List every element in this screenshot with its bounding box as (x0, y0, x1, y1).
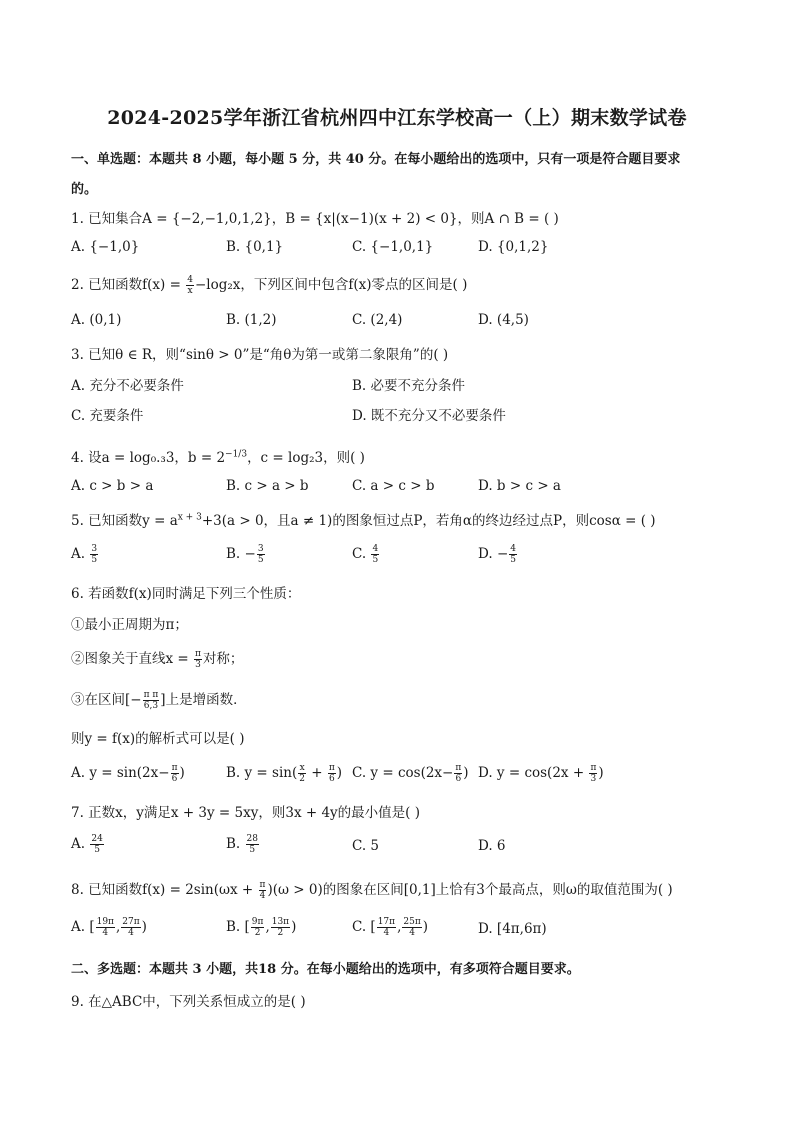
q8-a-frac2 (121, 917, 140, 938)
q4-exponent: −1/3 (225, 449, 248, 460)
q8-option-b: B. [ $\frac{9\pi}{2}$ , $\frac{13\pi}{2}$ ) (226, 917, 297, 938)
q6-a-pre: A. y = sin(2x− (71, 765, 170, 781)
q7-option-d: D. 6 (478, 838, 506, 854)
q5-d-frac (509, 544, 517, 565)
q5-c-frac (371, 544, 379, 565)
q3-option-b: B. 必要不充分条件 (352, 378, 466, 394)
q4-text-post: ，c = log₂3，则( ) (247, 450, 365, 466)
question-7: 7. 正数x，y满足x + 3y = 5xy，则3x + 4y的最小值是( ) (71, 805, 420, 821)
q7-a-num: 24 (91, 834, 103, 844)
q2-option-d: D. (4,5) (478, 312, 529, 328)
q8-text-post: )(ω > 0)的图象在区间[0,1]上恰有3个最高点，则ω的取值范围为( ) (267, 882, 673, 898)
q2-frac-den: x (187, 286, 193, 296)
q6-b-mid: + (306, 765, 327, 781)
q5-a-label: A. (71, 546, 90, 562)
q8-b-den1: 2 (254, 928, 261, 938)
q5-a-frac (90, 544, 98, 565)
q2-option-b: B. (1,2) (226, 312, 277, 328)
q1-option-d: D. {0,1,2} (478, 239, 549, 255)
q5-exponent: x + 3 (177, 512, 202, 523)
question-3: 3. 已知θ ∈ R，则“sinθ > 0”是“角θ为第一或第二象限角”的( ) (71, 347, 449, 363)
q7-b-frac (246, 834, 259, 855)
q2-frac-num: 4 (187, 275, 193, 285)
q8-b-num2: 13π (271, 917, 290, 927)
question-6: 6. 若函数f(x)同时满足下列三个性质： (71, 586, 301, 602)
q5-option-a (71, 544, 99, 565)
q4-option-d: D. b > c > a (478, 478, 561, 494)
q6-p3-pre: ③在区间[− (71, 692, 142, 708)
q2-text-pre: 2. 已知函数f(x) = (71, 277, 186, 293)
q6-a-post: ) (179, 765, 185, 781)
q6-p2-pre: ②图象关于直线x = (71, 651, 194, 667)
question-2 (71, 273, 467, 296)
q6-p2-frac (194, 649, 202, 670)
q6-ask: 则y = f(x)的解析式可以是( ) (71, 731, 245, 747)
q8-c-label: C. [ (352, 919, 376, 935)
q6-a-frac (171, 763, 179, 784)
q5-option-b (226, 544, 266, 565)
q7-a-frac (90, 834, 103, 855)
q6-b-num2: π (328, 763, 335, 773)
question-1: 1. 已知集合A = {−2,−1,0,1,2}，B = {x|(x−1)(x + 2) < 0}，则A ∩ B = ( ) (71, 211, 559, 227)
q8-c-num2: 25π (403, 917, 421, 927)
q8-c-den2: 4 (409, 928, 415, 938)
q5-c-den: 5 (372, 555, 379, 565)
q6-b-frac2 (328, 763, 336, 784)
q6-d-frac (589, 763, 597, 784)
q8-den: 4 (259, 891, 266, 901)
q6-p3-den: 6,3 (143, 701, 159, 711)
q8-option-c: C. [ $\frac{17\pi}{4}$ , $\frac{25\pi}{4}$ ) (352, 917, 429, 938)
q6-b-pre: B. y = sin( (226, 765, 298, 781)
q8-num: π (259, 880, 266, 890)
q8-a-den1: 4 (102, 928, 109, 938)
q8-b-close: ) (291, 919, 297, 935)
q5-a-num: 3 (91, 544, 98, 554)
q5-a-den: 5 (91, 555, 98, 565)
q8-a-num1: 19π (96, 917, 114, 927)
q8-a-den2: 4 (128, 928, 134, 938)
q6-c-pre: C. y = cos(2x− (352, 765, 454, 781)
q6-property-3 (71, 688, 247, 711)
q6-b-num1: x (299, 763, 305, 773)
exam-title: 2024-2025学年浙江省杭州四中江东学校高一（上）期末数学试卷 (107, 107, 687, 129)
q5-c-label: C. (352, 546, 371, 562)
q8-option-a: A. [ $\frac{19\pi}{4}$ , $\frac{27\pi}{4}$ ) (71, 917, 147, 938)
q6-option-c (352, 763, 469, 784)
q6-a-num: π (171, 763, 178, 773)
q5-option-c (352, 544, 380, 565)
question-9: 9. 在△ABC中，下列关系恒成立的是( ) (71, 994, 306, 1010)
q6-c-num: π (455, 763, 462, 773)
q7-b-num: 28 (246, 834, 258, 844)
q4-option-a: A. c > b > a (71, 478, 154, 494)
q7-a-den: 5 (94, 845, 100, 855)
q5-text-pre: 5. 已知函数y = a (71, 513, 178, 529)
q8-b-frac2 (271, 917, 290, 938)
q8-a-num2: 27π (122, 917, 140, 927)
q6-b-post: ) (336, 765, 343, 781)
q8-b-den2: 2 (277, 928, 284, 938)
q7-option-c: C. 5 (352, 838, 380, 854)
q2-text-post: −log₂x，下列区间中包含f(x)零点的区间是( ) (194, 277, 468, 293)
q5-d-num: 4 (510, 544, 516, 554)
q5-b-label: B. (226, 546, 245, 562)
q8-c-frac1 (377, 917, 396, 938)
q8-c-den1: 4 (383, 928, 390, 938)
section2-heading: 二、多选题：本题共 3 小题，共18 分。在每小题给出的选项中，有多项符合题目要求。 (71, 962, 580, 977)
q7-option-b (226, 834, 260, 855)
q6-option-d (478, 763, 604, 784)
q3-option-c: C. 充要条件 (71, 408, 144, 424)
q6-option-a (71, 763, 185, 784)
q1-option-c: C. {−1,0,1} (352, 239, 434, 255)
q4-text-pre: 4. 设a = log₀.₃3，b = 2 (71, 450, 226, 466)
q6-d-den: 3 (590, 774, 597, 784)
q8-a-close: ) (141, 919, 147, 935)
q7-option-a (71, 834, 105, 855)
q3-option-d: D. 既不充分又不必要条件 (352, 408, 506, 424)
q8-a-frac1 (96, 917, 115, 938)
q6-option-b (226, 763, 342, 784)
q3-option-a: A. 充分不必要条件 (71, 378, 184, 394)
q6-d-num: π (590, 763, 597, 773)
q5-b-den: 5 (257, 555, 264, 565)
q8-b-label: B. [ (226, 919, 250, 935)
q2-option-a: A. (0,1) (71, 312, 122, 328)
q6-p3-num: π π (143, 690, 159, 700)
q5-b-frac (257, 544, 265, 565)
q5-d-den: 5 (510, 555, 516, 565)
q2-option-c: C. (2,4) (352, 312, 403, 328)
q6-b-den2: 6 (328, 774, 335, 784)
q8-b-num1: 9π (251, 917, 264, 927)
q4-option-c: C. a > c > b (352, 478, 435, 494)
q6-p2-den: 3 (195, 660, 201, 670)
q1-option-b: B. {0,1} (226, 239, 284, 255)
q6-p3-post: ]上是增函数． (160, 692, 247, 708)
q6-property-1: ①最小正周期为π； (71, 617, 188, 633)
q2-fraction (186, 275, 194, 296)
q5-d-sign: − (496, 546, 509, 562)
q6-c-post: ) (463, 765, 469, 781)
q8-option-d: D. [4π,6π) (478, 921, 547, 937)
q6-b-frac1 (298, 763, 306, 784)
q7-a-label: A. (71, 836, 90, 852)
q8-c-frac2 (402, 917, 421, 938)
q5-b-num: 3 (257, 544, 264, 554)
section1-heading-line1: 一、单选题：本题共 8 小题，每小题 5 分，共 40 分。在每小题给出的选项中，只有一项是符合题目要求 (71, 152, 681, 167)
q6-d-pre: D. y = cos(2x + (478, 765, 589, 781)
q6-c-frac (454, 763, 462, 784)
q6-a-den: 6 (171, 774, 178, 784)
q8-frac (259, 880, 267, 901)
q7-b-den: 5 (249, 845, 256, 855)
q6-c-den: 6 (455, 774, 462, 784)
q8-text-pre: 8. 已知函数f(x) = 2sin(ωx + (71, 882, 258, 898)
q4-option-b: B. c > a > b (226, 478, 309, 494)
q5-option-d (478, 544, 518, 565)
section1-heading-line2: 的。 (71, 182, 98, 197)
q1-option-a: A. {−1,0} (71, 239, 140, 255)
q6-b-den1: 2 (299, 774, 305, 784)
q8-c-num1: 17π (377, 917, 396, 927)
q6-p3-frac (143, 690, 160, 711)
q5-b-sign: − (244, 546, 256, 562)
q8-c-close: ) (422, 919, 429, 935)
q8-b-frac1 (251, 917, 265, 938)
question-5 (71, 509, 656, 529)
q6-p2-num: π (195, 649, 201, 659)
q5-c-num: 4 (372, 544, 379, 554)
q6-property-2 (71, 647, 243, 670)
q6-p2-post: 对称； (202, 651, 244, 667)
q5-d-label: D. (478, 546, 497, 562)
question-4 (71, 446, 365, 466)
q7-b-label: B. (226, 836, 245, 852)
question-8 (71, 878, 673, 901)
q5-text-post: +3(a > 0，且a ≠ 1)的图象恒过点P，若角α的终边经过点P，则cosα = ( ) (201, 513, 656, 529)
q8-a-label: A. [ (71, 919, 95, 935)
q6-d-post: ) (598, 765, 604, 781)
